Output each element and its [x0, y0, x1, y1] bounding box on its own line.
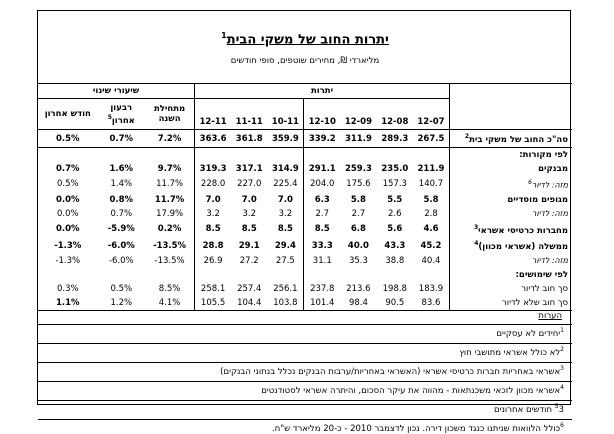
balance-cell: 5.5 [387, 194, 403, 205]
balance-cell [340, 268, 376, 282]
balance-cell: 35.3 [348, 256, 368, 267]
change-cell [38, 268, 98, 282]
row-label-text: מזה: לדיור [531, 208, 568, 218]
notes-title: הערות [538, 311, 562, 321]
row-label-text: סך חוב לדיור [521, 284, 568, 295]
row-label [449, 237, 572, 254]
note-item [220, 365, 564, 377]
balance-cell: 319.3 [195, 162, 231, 176]
balance-cell: 227.0 [237, 179, 262, 190]
change-cell: 1.1% [38, 296, 98, 311]
balance-cell: 183.9 [418, 284, 444, 295]
change-cell [98, 148, 145, 163]
table-row [38, 148, 572, 163]
column-header-row [38, 99, 572, 130]
balance-cell: 33.3 [304, 237, 340, 254]
balance-cell: 363.6 [195, 130, 231, 148]
row-label [449, 282, 572, 296]
balances-group-header: יתרות [195, 84, 450, 99]
change-cell: 1.6% [109, 164, 134, 174]
row-label-text: מזה: לדיור [531, 180, 568, 190]
row-label-text: לפי מקורות: [519, 150, 568, 160]
change-cell: 7.2% [145, 130, 195, 148]
col-header-ytd: מתחילת השנה [145, 99, 195, 130]
balance-cell [231, 148, 267, 163]
balance-cell: 27.5 [275, 256, 295, 267]
change-cell: 0.5% [56, 179, 79, 190]
table-row [38, 282, 572, 296]
col-header-12-08: 12-08 [377, 99, 413, 130]
note-number: 5 [554, 403, 559, 410]
row-label [449, 254, 572, 268]
change-cell: 0.0% [55, 194, 80, 205]
balance-cell: 198.8 [382, 284, 407, 295]
col-header-10-11: 10-11 [267, 99, 303, 130]
note-text: יחידים לא עסקיים [496, 328, 561, 339]
row-label [449, 193, 572, 207]
note-divider [38, 343, 572, 344]
col-header-12-11: 12-11 [195, 99, 231, 130]
note-item [459, 346, 564, 358]
balance-cell: 317.1 [235, 164, 263, 174]
balance-cell: 257.4 [237, 284, 262, 295]
row-label-text: מגופים מוסדיים [507, 194, 568, 205]
note-text: 3 חודשים אחרונים [493, 404, 564, 415]
balance-cell: 29.4 [274, 240, 296, 251]
balance-cell: 98.4 [340, 296, 376, 311]
balance-cell [304, 148, 340, 163]
col-header-11-11: 11-11 [231, 99, 267, 130]
row-label [449, 221, 572, 238]
balance-cell: 4.6 [423, 224, 439, 235]
row-label [449, 296, 572, 311]
table-row [38, 221, 572, 238]
change-cell: 1.2% [98, 296, 145, 311]
balance-cell [413, 268, 449, 282]
change-cell: 0.0% [55, 224, 80, 235]
change-cell: -13.5% [154, 256, 185, 267]
change-cell: 0.7% [110, 208, 133, 219]
change-cell: 8.5% [158, 284, 181, 295]
balance-cell: 225.4 [273, 179, 298, 190]
balance-cell: 6.3 [304, 193, 340, 207]
note-text: אשראי מכוון לזכאי משכנתאות - מהווה את עיקר הסכום, והיתרה אשראי לסטודנטים [261, 385, 561, 396]
balance-cell: 175.6 [346, 179, 371, 190]
balance-cell: 267.5 [413, 130, 449, 148]
row-label-note: 2 [464, 133, 470, 141]
balance-cell: 311.9 [340, 130, 376, 148]
note-item [494, 403, 564, 415]
balance-cell: 6.8 [350, 224, 366, 235]
row-label [449, 148, 572, 163]
note-number: 6 [560, 422, 564, 429]
row-label [449, 162, 572, 176]
balance-cell: 8.5 [195, 221, 231, 238]
table-row [38, 254, 572, 268]
row-label [449, 268, 572, 282]
change-cell: -6.0% [108, 256, 134, 267]
col-header-12-10: 12-10 [304, 99, 340, 130]
balance-cell [304, 268, 340, 282]
change-cell: 0.8% [109, 194, 134, 205]
row-label-note: 6 [528, 179, 532, 186]
balance-cell: 105.5 [195, 296, 231, 311]
table-row [38, 268, 572, 282]
balance-cell: 258.1 [195, 282, 231, 296]
balance-cell [377, 148, 413, 163]
balance-cell: 213.6 [346, 284, 371, 295]
note-divider [38, 324, 572, 325]
balance-cell [195, 148, 231, 163]
row-label-text: לפי שימושים: [515, 270, 568, 281]
page-title [38, 31, 572, 47]
balance-cell: 289.3 [377, 130, 413, 148]
balance-cell: 29.1 [238, 240, 260, 251]
balance-cell: 314.9 [271, 164, 299, 174]
table-row [38, 296, 572, 311]
row-label-text: מחברות כרטיסי אשראי [478, 225, 568, 236]
note-text: לא כולל אשראי מתושבי חוץ [459, 347, 561, 358]
change-cell [38, 148, 98, 163]
change-cell: 11.7% [156, 179, 184, 190]
page-subtitle: מליארדי ₪, מחירים שוטפים, סופי חודשים [230, 56, 380, 66]
balance-cell: 259.3 [344, 164, 372, 174]
balance-cell: 339.2 [304, 130, 340, 148]
balance-cell: 5.6 [387, 224, 403, 235]
change-cell: 0.7% [55, 164, 80, 174]
balance-cell: 83.6 [413, 296, 449, 311]
balance-cell: 26.9 [195, 254, 231, 268]
row-label [449, 207, 572, 221]
balance-cell: 7.0 [241, 194, 257, 205]
row-label-note: 4 [474, 240, 479, 248]
balance-cell: 2.6 [388, 208, 402, 219]
table-row [38, 237, 572, 254]
row-label [449, 176, 572, 193]
note-text: אשראי באחריות חברות כרטיסי אשראי (האשראי באחריות/ערבות הבנקים נכלל בנתוני הבנקים) [220, 366, 561, 377]
balance-cell: 8.5 [304, 221, 340, 238]
note-divider [38, 400, 572, 401]
col-header-12-09: 12-09 [340, 99, 376, 130]
row-label-text: סך חוב שלא לדיור [502, 298, 568, 309]
balance-cell: 204.0 [304, 176, 340, 193]
change-cell: 4.1% [145, 296, 195, 311]
col-header-last-quarter: רבעון אחרון$^5$ [98, 99, 145, 130]
change-cell: 0.0% [56, 208, 79, 219]
change-cell [145, 268, 195, 282]
change-cell: 9.7% [157, 164, 182, 174]
debt-table [38, 83, 572, 311]
balance-cell [377, 268, 413, 282]
col-header-last-month: חודש אחרון [38, 99, 98, 130]
row-label-text: מזה: לדיור [531, 256, 568, 266]
balance-cell: 228.0 [195, 176, 231, 193]
balance-cell: 28.8 [195, 237, 231, 254]
balance-cell: 361.8 [231, 130, 267, 148]
balance-cell [231, 268, 267, 282]
title-text: יתרות החוב של משקי הבית [226, 32, 389, 48]
group-header-row [38, 84, 572, 99]
balance-cell: 140.7 [418, 179, 444, 190]
change-cell: -1.3% [55, 256, 81, 267]
note-item [261, 384, 564, 396]
balance-cell: 90.5 [377, 296, 413, 311]
balance-cell: 104.4 [231, 296, 267, 311]
balance-cell [413, 148, 449, 163]
balance-cell: 2.8 [424, 208, 438, 219]
change-cell: 0.7% [98, 130, 145, 148]
change-cell: -13.5% [153, 240, 187, 251]
note-divider [38, 381, 572, 382]
balance-cell: 27.2 [239, 256, 259, 267]
row-label-note: 3 [473, 223, 479, 231]
title-note: 1 [221, 31, 227, 40]
balance-cell: 3.2 [278, 208, 293, 219]
balance-cell: 5.8 [423, 194, 439, 205]
row-label-text: מבנקים [538, 164, 568, 174]
balance-cell [267, 268, 303, 282]
report-frame [37, 10, 571, 434]
change-cell: -6.0% [107, 240, 135, 251]
balance-cell: 2.7 [351, 208, 366, 219]
change-cell: 0.5% [38, 130, 98, 148]
balance-cell: 7.0 [195, 193, 231, 207]
change-cell [145, 148, 195, 163]
balance-cell: 45.2 [420, 240, 442, 251]
note-number: 4 [560, 384, 564, 391]
balance-cell: 237.8 [304, 282, 340, 296]
change-cell: 1.4% [110, 179, 133, 190]
balance-cell: 211.9 [417, 164, 445, 174]
note-number: 2 [560, 346, 564, 353]
balance-cell [340, 148, 376, 163]
balance-cell: 7.0 [277, 194, 293, 205]
balance-cell: 38.8 [385, 256, 405, 267]
balance-cell: 31.1 [304, 254, 340, 268]
note-item [496, 327, 564, 339]
note-item [272, 422, 564, 434]
balance-cell: 256.1 [273, 284, 298, 295]
table-row [38, 193, 572, 207]
balance-cell: 157.3 [382, 179, 407, 190]
balance-cell: 3.2 [242, 208, 256, 219]
change-cell: 0.3% [56, 284, 79, 295]
balance-cell [267, 148, 303, 163]
balance-cell: 5.8 [350, 194, 366, 205]
balance-cell: 101.4 [304, 296, 340, 311]
row-label [449, 130, 572, 148]
balance-cell: 8.5 [241, 224, 257, 235]
balance-cell: 291.1 [304, 162, 340, 176]
row-label-text: סה"כ החוב של משקי בית [469, 134, 568, 145]
balance-cell: 2.7 [304, 207, 340, 221]
balance-cell: 40.0 [347, 240, 369, 251]
balance-cell [195, 268, 231, 282]
balance-cell: 8.5 [277, 224, 293, 235]
table-row [38, 176, 572, 193]
change-cell: 11.7% [154, 194, 185, 205]
balance-cell: 235.0 [381, 164, 409, 174]
change-cell: -5.9% [107, 224, 135, 235]
balance-cell: 43.3 [384, 240, 406, 251]
balance-cell: 103.8 [267, 296, 303, 311]
balance-cell: 3.2 [195, 207, 231, 221]
change-cell: 0.2% [157, 224, 182, 235]
table-body [38, 130, 572, 311]
table-row [38, 162, 572, 176]
row-label-text: ממשלה (אשראי מכוון) [478, 242, 568, 253]
balance-cell: 359.9 [267, 130, 303, 148]
changes-group-header: שיעורי שינוי [38, 84, 195, 99]
balance-cell: 40.4 [421, 256, 441, 267]
change-cell: -1.3% [54, 240, 82, 251]
note-divider [38, 362, 572, 363]
table-row [38, 207, 572, 221]
col-header-12-07: 12-07 [413, 99, 449, 130]
change-cell [98, 268, 145, 282]
table-row [38, 130, 572, 148]
note-number: 3 [560, 365, 564, 372]
change-cell: 17.9% [156, 208, 184, 219]
note-text: כולל הלוואות שניתנו כנגד משכון דירה. נכון לדצמבר 2010 - כ-20 מליארד ש"ח. [272, 423, 561, 434]
note-number: 1 [560, 327, 564, 334]
change-cell: 0.5% [110, 284, 133, 295]
